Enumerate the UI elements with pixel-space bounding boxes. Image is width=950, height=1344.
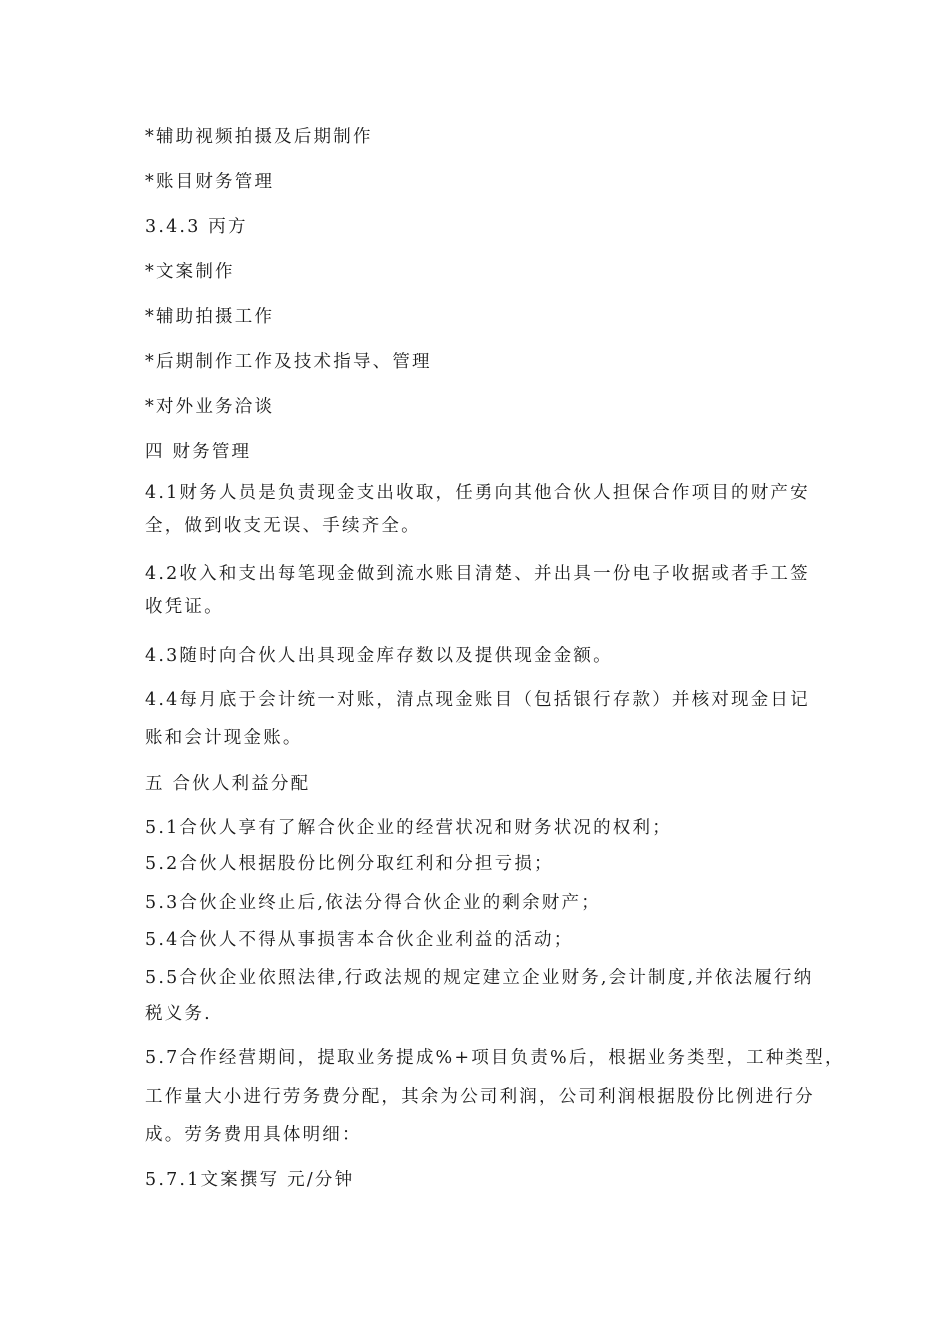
paragraph-line: 工作量大小进行劳务费分配，其余为公司利润，公司利润根据股份比例进行分 (145, 1087, 815, 1107)
paragraph-line: 税义务. (145, 1004, 212, 1024)
paragraph-line: 4.1财务人员是负责现金支出收取，任勇向其他合伙人担保合作项目的财产安 (145, 483, 810, 503)
paragraph-line: 4.4每月底于会计统一对账，清点现金账目（包括银行存款）并核对现金日记 (145, 690, 810, 710)
section-heading: 五 合伙人利益分配 (145, 774, 311, 794)
section-heading: 3.4.3 丙方 (145, 217, 248, 237)
paragraph-line: 账和会计现金账。 (145, 728, 303, 748)
text-line: *辅助拍摄工作 (145, 307, 275, 327)
paragraph-line: 5.1合伙人享有了解合伙企业的经营状况和财务状况的权利； (145, 818, 672, 838)
paragraph-line: 5.7.1文案撰写 元/分钟 (145, 1170, 355, 1190)
paragraph-line: 5.2合伙人根据股份比例分取红利和分担亏损； (145, 854, 554, 874)
paragraph-line: 5.3合伙企业终止后,依法分得合伙企业的剩余财产； (145, 893, 601, 913)
paragraph-line: 成。劳务费用具体明细： (145, 1125, 362, 1145)
paragraph-line: 5.5合伙企业依照法律,行政法规的规定建立企业财务,会计制度,并依法履行纳 (145, 968, 814, 988)
paragraph-line: 全，做到收支无误、手续齐全。 (145, 516, 421, 536)
paragraph-line: 4.2收入和支出每笔现金做到流水账目清楚、并出具一份电子收据或者手工签 (145, 564, 810, 584)
paragraph-line: 5.7合作经营期间，提取业务提成%+项目负责%后，根据业务类型，工种类型， (145, 1048, 845, 1068)
text-line: *账目财务管理 (145, 172, 275, 192)
text-line: *对外业务洽谈 (145, 397, 275, 417)
text-line: *文案制作 (145, 262, 235, 282)
text-line: *辅助视频拍摄及后期制作 (145, 127, 373, 147)
section-heading: 四 财务管理 (145, 442, 252, 462)
paragraph-line: 收凭证。 (145, 597, 224, 617)
paragraph-line: 5.4合伙人不得从事损害本合伙企业利益的活动； (145, 930, 574, 950)
text-line: *后期制作工作及技术指导、管理 (145, 352, 432, 372)
paragraph-line: 4.3随时向合伙人出具现金库存数以及提供现金金额。 (145, 646, 613, 666)
